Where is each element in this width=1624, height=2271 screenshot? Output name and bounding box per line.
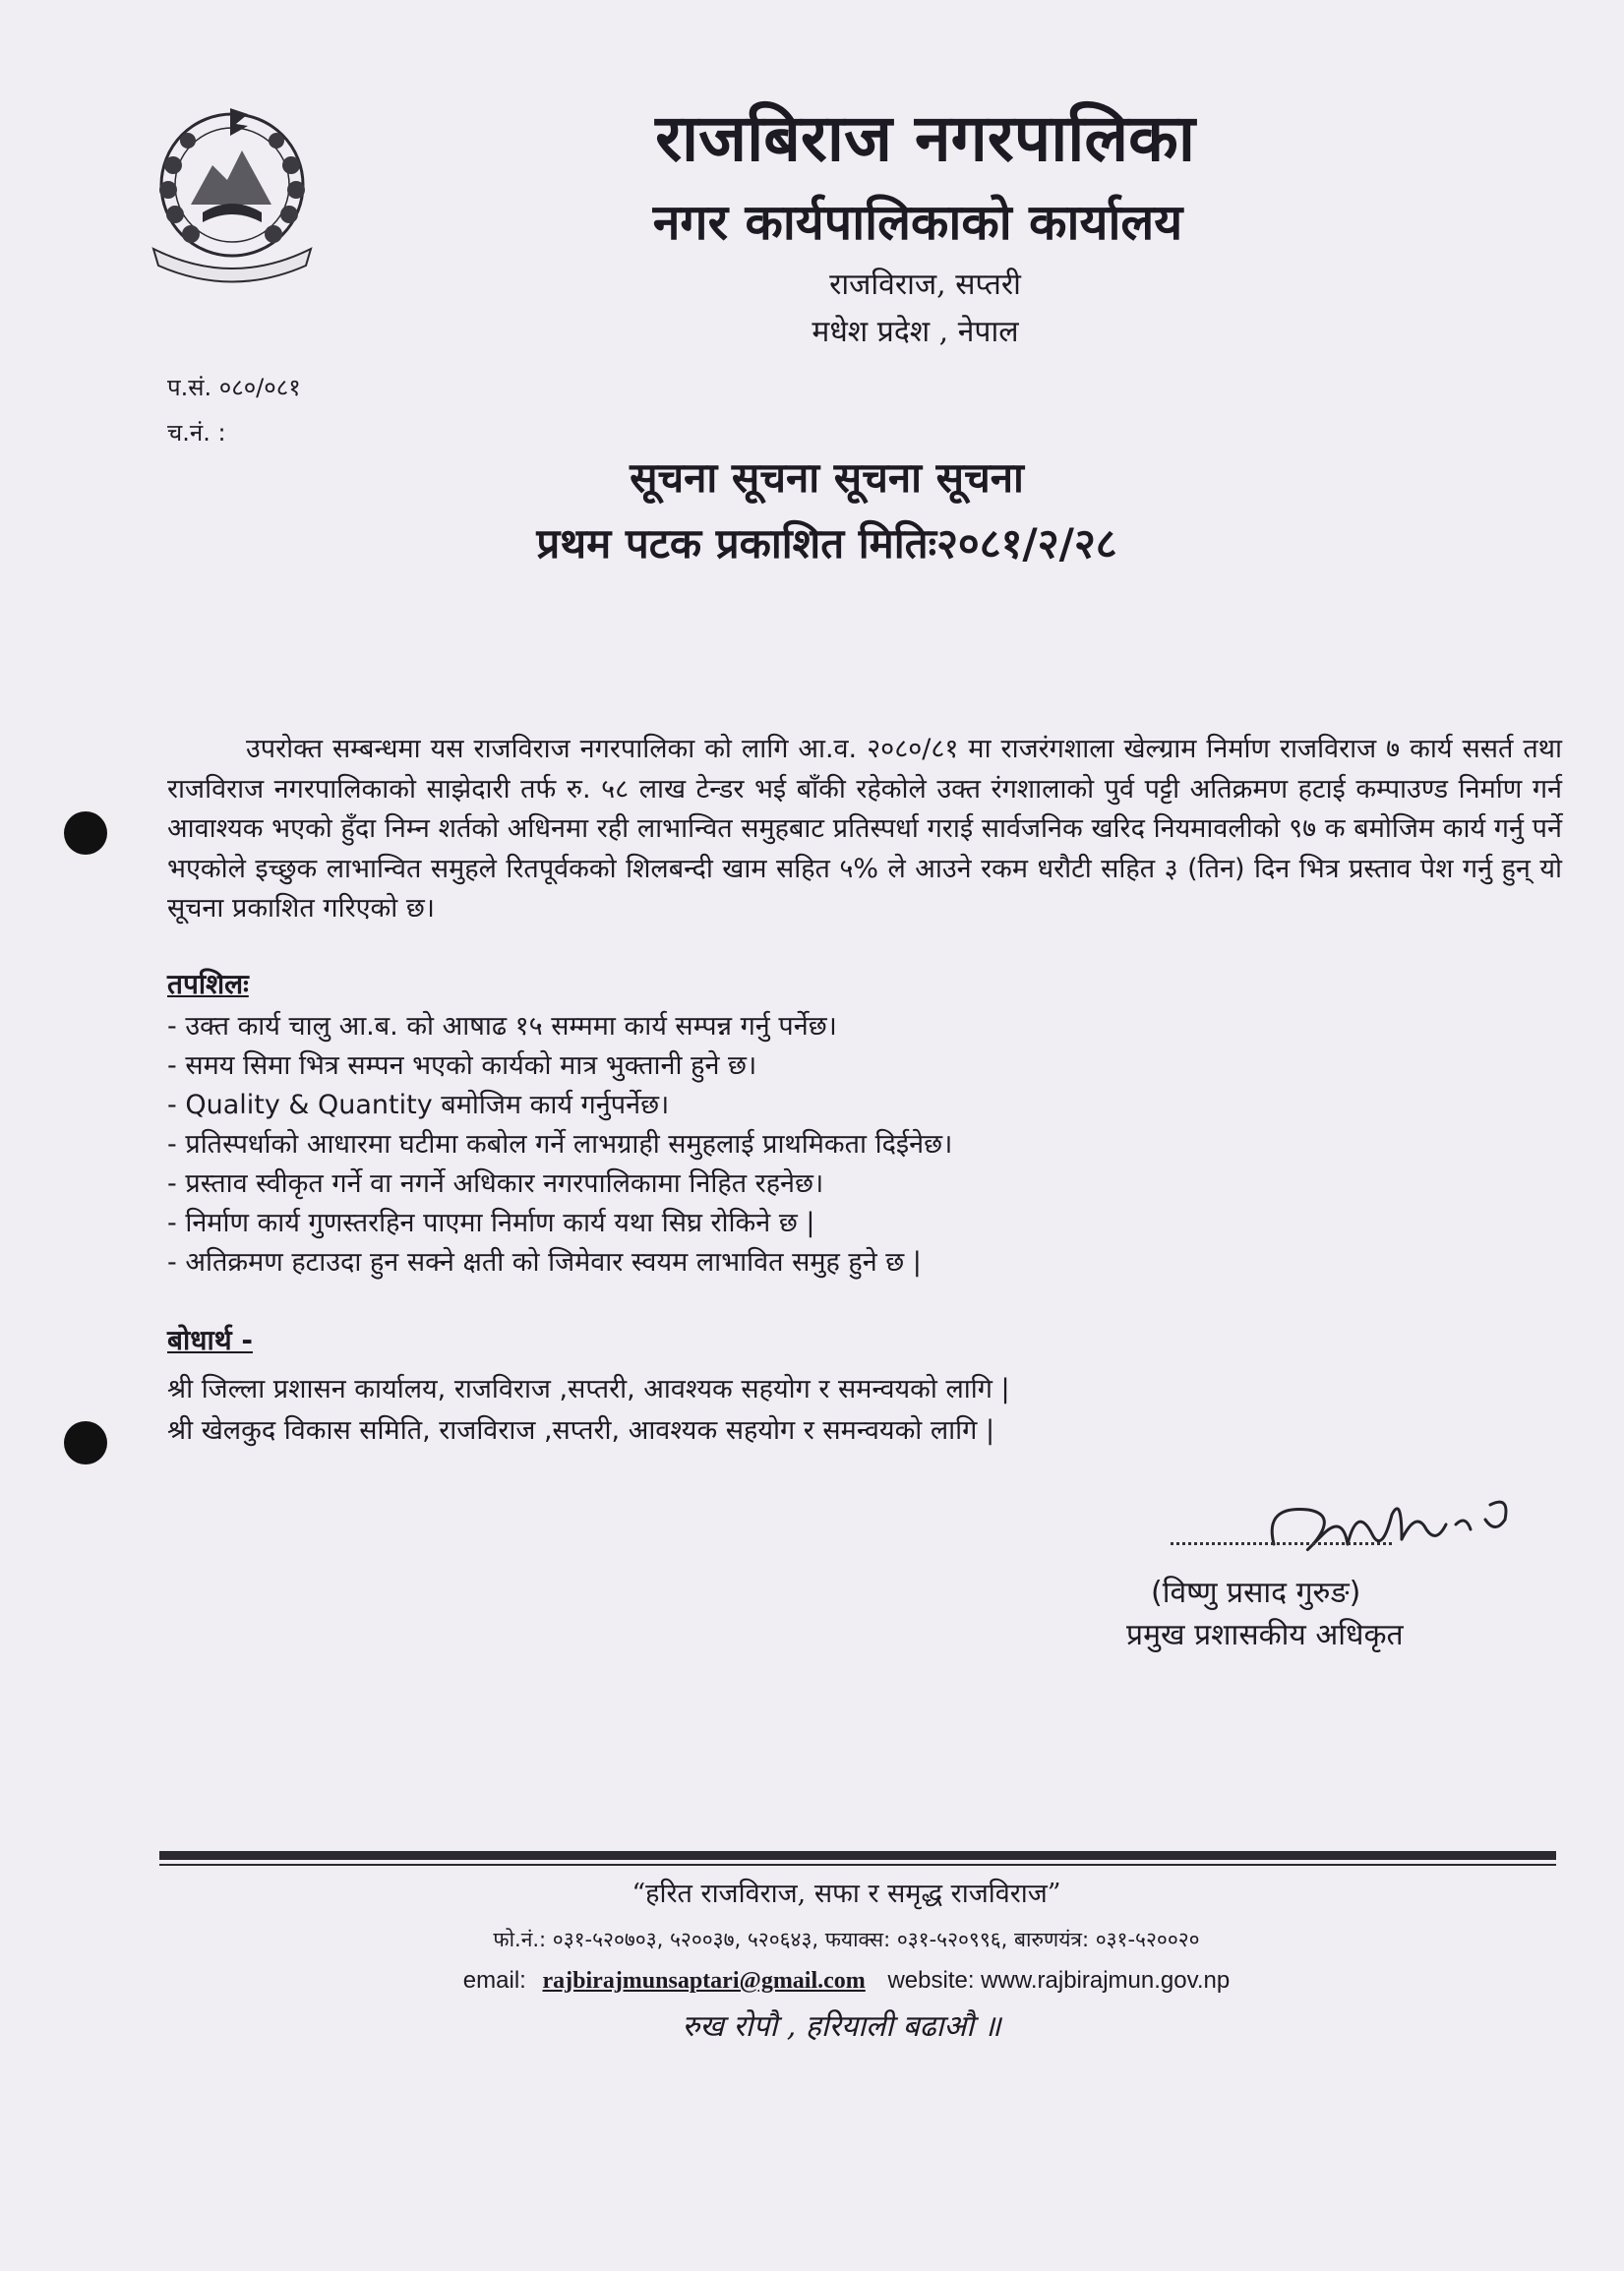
cc-item: श्री खेलकुद विकास समिति, राजविराज ,सप्तरी, आवश्यक सहयोग र समन्वयको लागि | — [167, 1415, 995, 1446]
condition-item: - प्रस्ताव स्वीकृत गर्ने वा नगर्ने अधिकार नगरपालिकामा निहित रहनेछ। — [167, 1168, 824, 1199]
signatory-name: (विष्णु प्रसाद गुरुङ) — [1151, 1576, 1361, 1610]
notice-heading: सूचना सूचना सूचना सूचना — [630, 453, 1024, 502]
signatory-title: प्रमुख प्रशासकीय अधिकृत — [1126, 1618, 1404, 1652]
condition-item: - प्रतिस्पर्धाको आधारमा घटीमा कबोल गर्ने लाभग्राही समुहलाई प्राथमिकता दिईनेछ। — [167, 1129, 953, 1160]
condition-item: - उक्त कार्य चालु आ.ब. को आषाढ १५ सम्ममा कार्य सम्पन्न गर्नु पर्नेछ। — [167, 1011, 837, 1042]
cc-list — [167, 1369, 1010, 1452]
letter-number: प.सं. ०८०/०८१ — [167, 374, 301, 401]
email-link[interactable]: rajbirajmunsaptari@gmail.com — [542, 1968, 866, 1994]
cc-label: बोधार्थ - — [167, 1324, 253, 1356]
signature-dotted-line — [1171, 1542, 1392, 1545]
punch-hole-top — [64, 811, 107, 855]
footer-contact-numbers: फो.नं.: ०३१-५२०७०३, ५२००३७, ५२०६४३, फयाक्स: ०३१-५२०९९६, बारुणयंत्र: ०३१-५२००२० — [493, 1928, 1200, 1951]
website-text[interactable]: website: www.rajbirajmun.gov.np — [887, 1967, 1231, 1994]
condition-item: - Quality & Quantity बमोजिम कार्य गर्नुपर्नेछ। — [167, 1090, 670, 1120]
condition-item: - निर्माण कार्य गुणस्तरहिन पाएमा निर्माण कार्य यथा सिघ्र रोकिने छ | — [167, 1208, 815, 1238]
footer-email-website — [0, 1963, 1624, 1999]
conditions-list — [167, 1007, 1544, 1283]
dispatch-number: च.नं. : — [167, 419, 226, 447]
office-province: मधेश प्रदेश , नेपाल — [812, 315, 1019, 349]
office-name: नगर कार्यपालिकाको कार्यालय — [652, 193, 1183, 251]
cc-item: श्री जिल्ला प्रशासन कार्यालय, राजविराज ,सप्तरी, आवश्यक सहयोग र समन्वयको लागि | — [167, 1374, 1010, 1404]
details-label: तपशिलः — [167, 968, 249, 1000]
condition-item: - समय सिमा भित्र सम्पन भएको कार्यको मात्र भुक्तानी हुने छ। — [167, 1050, 757, 1081]
footer-motto: रुख रोपौ , हरियाली बढाऔ ॥ — [682, 2009, 1001, 2044]
footer-divider — [159, 1851, 1556, 1860]
footer-divider-thin — [159, 1864, 1556, 1866]
publish-date-line: प्रथम पटक प्रकाशित मितिः२०८१/२/२८ — [536, 519, 1117, 568]
handwritten-signature — [1254, 1475, 1530, 1584]
municipality-name: राजबिराज नगरपालिका — [655, 99, 1195, 176]
condition-item: - अतिक्रमण हटाउदा हुन सक्ने क्षती को जिमेवार स्वयम लाभावित समुह हुने छ | — [167, 1247, 922, 1278]
footer-slogan: “हरित राजविराज, सफा र समृद्ध राजविराज” — [632, 1879, 1061, 1909]
office-location: राजविराज, सप्तरी — [829, 268, 1021, 302]
notice-body-paragraph: उपरोक्त सम्बन्धमा यस राजविराज नगरपालिका को लागि आ.व. २०८०/८१ मा राजरंगशाला खेल्ग्राम निर्माण राजविराज ७ कार्य ससर्त तथा राजविराज नगरपालिकाको साझेदारी तर्फ रु. ५८ लाख टेन्डर भई बाँकी रहेकोले उक्त रंगशालाको पुर्व पट्टी अतिक्रमण हटाई कम्पाउण्ड निर्माण गर्न आवाश्यक भएको हुँदा निम्न शर्तको अधिनमा रही लाभान्वित समुहबाट प्रतिस्पर्धा गराई सार्वजनिक खरिद नियमावलीको ९७ क बमोजिम कार्य गर्नु पर्ने भएकोले इच्छुक लाभान्वित समुहले रितपूर्वकको शिलबन्दी खाम सहित ५% ले आउने रकम धरौटी सहित ३ (तिन) दिन भित्र प्रस्ताव पेश गर्नु हुन् यो सूचना प्रकाशित गरिएको छ। — [167, 734, 1562, 924]
punch-hole-bottom — [64, 1421, 107, 1464]
email-label: email: — [462, 1967, 526, 1994]
